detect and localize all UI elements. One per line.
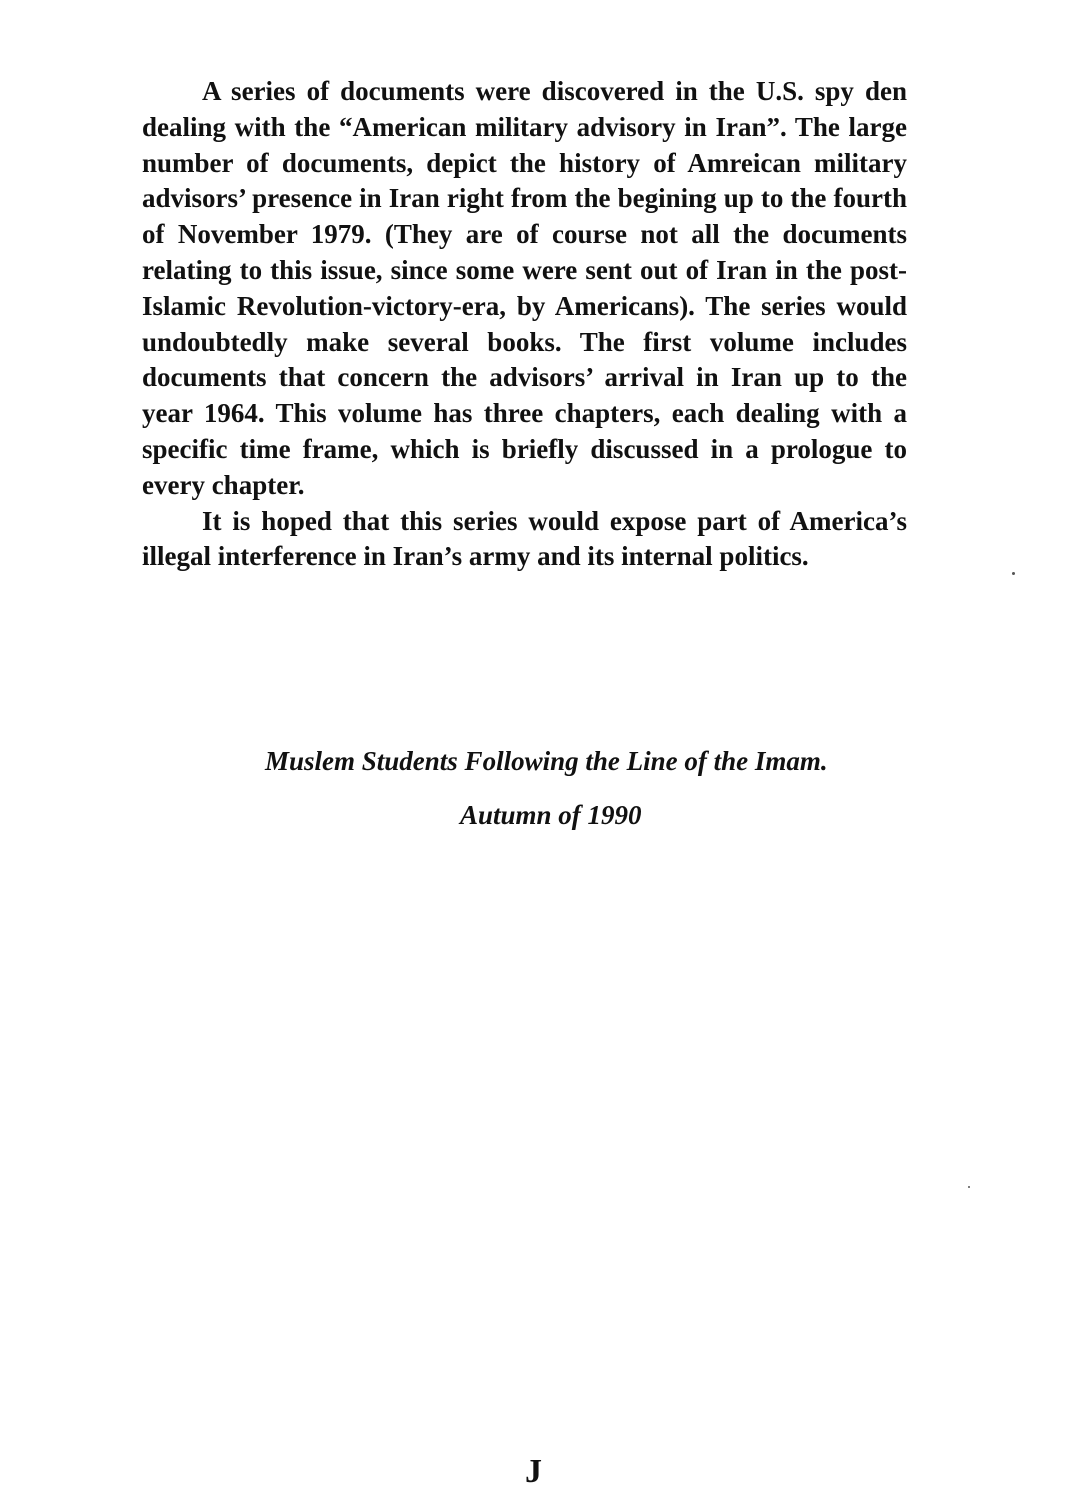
- paragraph-hope: It is hoped that this series would expose part of America’s illegal interference in Iran’s army and its internal politics.: [142, 505, 907, 572]
- date-line: Autumn of 1990: [460, 800, 642, 830]
- scan-speck: [1012, 572, 1015, 575]
- page-number: J: [525, 1453, 542, 1490]
- scan-speck: [968, 1186, 970, 1188]
- body-text: [142, 74, 907, 575]
- signature-line: Muslem Students Following the Line of the Imam.: [265, 746, 828, 776]
- paragraph-intro: A series of documents were discovered in the U.S. spy den dealing with the “American military advisory in Iran”. The large number of documents, depict the history of Amreican military advisors’ presence in Iran right from the begining up to the fourth of November 1979. (They are of course not all the documents relating to this issue, since some were sent out of Iran in the post-Islamic Revolution-victory-era, by Americans). The series would undoubtedly make several books. The first volume includes documents that concern the advisors’ arrival in Iran up to the year 1964. This volume has three chapters, each dealing with a specific time frame, which is briefly discussed in a prologue to every chapter.: [142, 76, 907, 500]
